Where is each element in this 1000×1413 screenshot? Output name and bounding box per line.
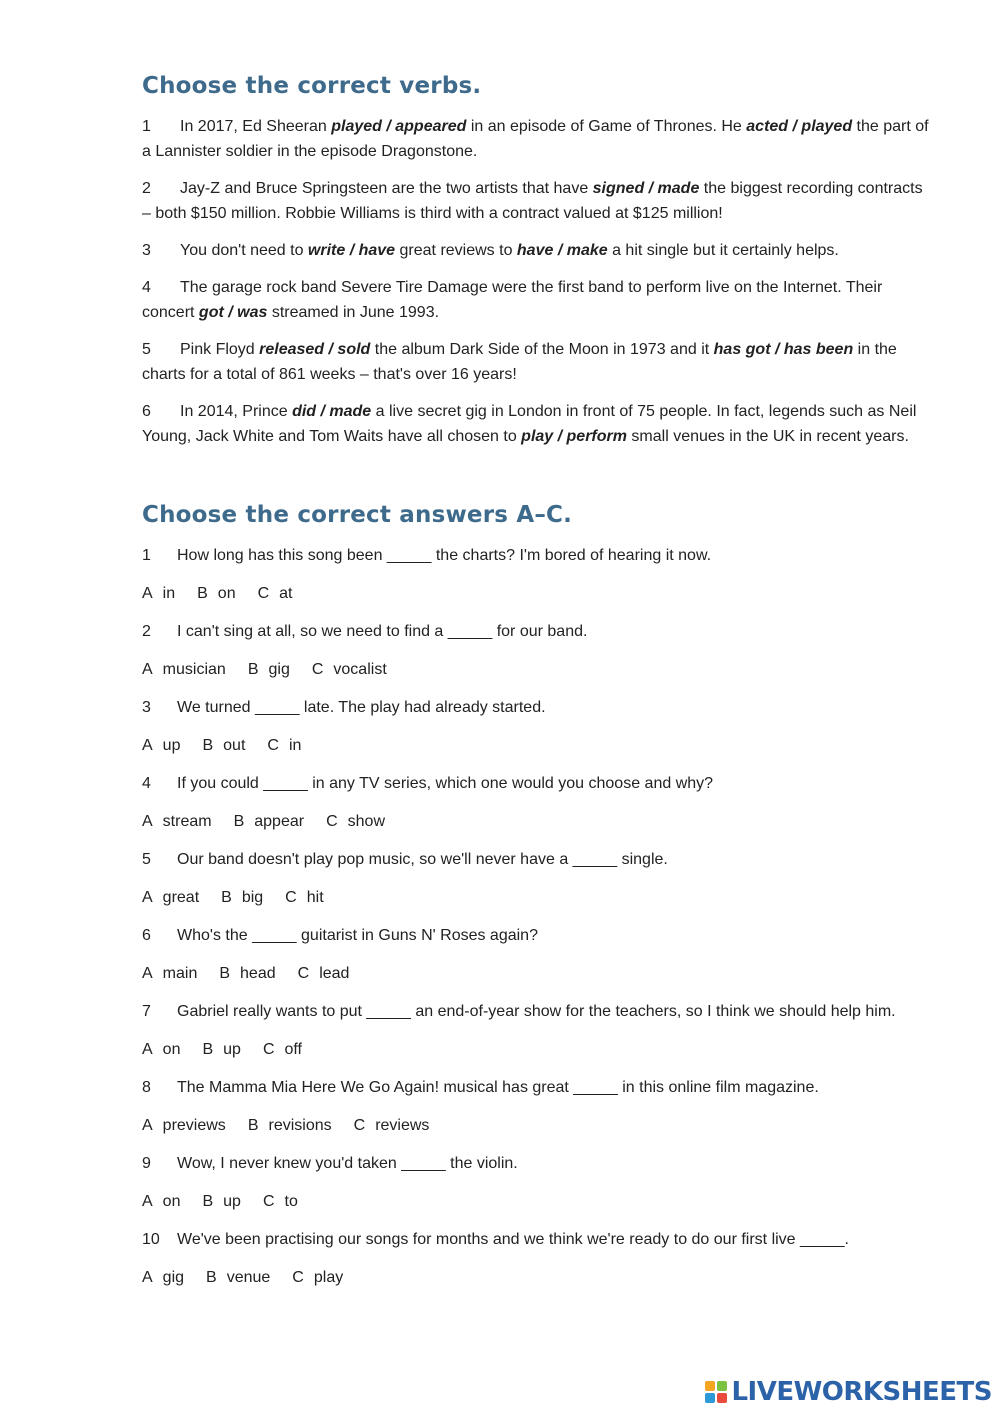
option-text: on (217, 585, 236, 602)
option-text: off (284, 1041, 302, 1058)
question-number: 10 (142, 1231, 160, 1248)
answer-options (142, 809, 932, 834)
answer-option[interactable] (263, 1193, 298, 1210)
option-letter: A (142, 1041, 153, 1058)
question-text: in the charts for a total of 861 weeks – that's over 16 years! (142, 341, 897, 383)
option-letter: B (219, 965, 231, 982)
question-number: 2 (142, 180, 151, 197)
question-number: 1 (142, 118, 151, 135)
verb-choice[interactable]: acted / played (746, 118, 853, 135)
option-letter: C (353, 1117, 366, 1134)
option-text: revisions (268, 1117, 332, 1134)
answer-options (142, 581, 932, 606)
option-text: gig (162, 1269, 185, 1286)
answer-option[interactable] (354, 1117, 430, 1134)
question-text: We've been practising our songs for months and we think we're ready to do our first live _____. (177, 1231, 849, 1248)
question-number: 1 (142, 547, 151, 564)
answer-option[interactable] (219, 965, 275, 982)
option-text: vocalist (333, 661, 387, 678)
logo-square-4 (717, 1393, 727, 1403)
logo-square-2 (717, 1381, 727, 1391)
question-text: a hit single but it certainly helps. (607, 242, 839, 259)
option-text: head (240, 965, 276, 982)
question-text: the biggest recording contracts – both $150 million. Robbie Williams is third with a contract valued at $125 million! (142, 180, 923, 222)
option-letter: A (142, 1193, 153, 1210)
answer-options (142, 1113, 932, 1138)
answer-options (142, 1037, 932, 1062)
verb-question (142, 399, 932, 449)
answer-option[interactable] (142, 661, 226, 678)
option-text: play (313, 1269, 344, 1286)
answer-option[interactable] (312, 661, 387, 678)
option-text: gig (268, 661, 290, 678)
option-letter: C (262, 1041, 275, 1058)
option-text: to (284, 1193, 298, 1210)
question-text: If you could _____ in any TV series, which one would you choose and why? (177, 775, 714, 792)
option-letter: C (267, 737, 279, 754)
question-number: 5 (142, 341, 151, 358)
question-number: 7 (142, 1003, 151, 1020)
question-number: 3 (142, 242, 151, 259)
question-text: In 2017, Ed Sheeran (180, 118, 332, 135)
verb-question (142, 176, 932, 226)
verb-choice[interactable]: has got / has been (713, 341, 854, 358)
multiple-choice-exercise (142, 543, 932, 1290)
answer-options (142, 961, 932, 986)
question-number: 3 (142, 699, 151, 716)
question-text: Gabriel really wants to put _____ an end-of-year show for the teachers, so I think we should help him. (177, 1003, 896, 1020)
verb-choice[interactable]: played / appeared (331, 118, 467, 135)
answer-option[interactable] (142, 737, 180, 754)
question-text: In 2014, Prince (180, 403, 293, 420)
question-text: in an episode of Game of Thrones. He (466, 118, 747, 135)
option-text: venue (226, 1269, 271, 1286)
mc-question (142, 1227, 932, 1252)
verb-choice[interactable]: did / made (292, 403, 372, 420)
mc-question (142, 923, 932, 948)
question-text: a live secret gig in London in front of 75 people. In fact, legends such as Neil Young, Jack White and Tom Waits have all chosen to (142, 403, 917, 445)
verb-question (142, 238, 932, 263)
option-letter: B (202, 1193, 214, 1210)
option-letter: C (285, 889, 297, 906)
option-letter: B (221, 889, 232, 906)
question-text: The Mamma Mia Here We Go Again! musical has great _____ in this online film magazine. (177, 1079, 819, 1096)
option-text: big (241, 889, 264, 906)
option-letter: A (142, 1269, 153, 1286)
answer-option[interactable] (326, 813, 385, 830)
option-text: up (223, 1193, 241, 1210)
option-letter: A (142, 813, 153, 830)
mc-question (142, 543, 932, 568)
question-text: small venues in the UK in recent years. (626, 428, 909, 445)
answer-option[interactable] (202, 1193, 240, 1210)
question-number: 4 (142, 279, 151, 296)
worksheet-page (142, 70, 932, 1303)
option-letter: B (233, 813, 245, 830)
option-text: musician (162, 661, 226, 678)
answer-option[interactable] (298, 965, 350, 982)
option-letter: A (142, 661, 153, 678)
answer-options (142, 1189, 932, 1214)
answer-option[interactable] (258, 585, 293, 602)
logo-square-1 (705, 1381, 715, 1391)
question-text: Wow, I never knew you'd taken _____ the violin. (177, 1155, 518, 1172)
answer-option[interactable] (234, 813, 305, 830)
verb-question (142, 275, 932, 325)
answer-options (142, 657, 932, 682)
question-number: 6 (142, 403, 151, 420)
question-text: The garage rock band Severe Tire Damage were the first band to perform live on the Internet. Their concert (142, 279, 883, 321)
question-text: You don't need to (180, 242, 308, 259)
answer-option[interactable] (142, 1041, 180, 1058)
verb-choice[interactable]: play / perform (521, 428, 627, 445)
answer-option[interactable] (263, 1041, 302, 1058)
question-text: Jay-Z and Bruce Springsteen are the two artists that have (180, 180, 593, 197)
option-text: out (223, 737, 246, 754)
answer-option[interactable] (248, 1117, 332, 1134)
option-letter: B (206, 1269, 217, 1286)
answer-option[interactable] (142, 1269, 184, 1286)
question-text: Who's the _____ guitarist in Guns N' Roses again? (177, 927, 538, 944)
verb-choice[interactable]: write / have (307, 242, 396, 259)
question-text: streamed in June 1993. (267, 304, 440, 321)
answer-option[interactable] (248, 661, 290, 678)
option-text: in (162, 585, 176, 602)
question-text: We turned _____ late. The play had already started. (177, 699, 546, 716)
option-text: lead (319, 965, 350, 982)
question-number: 5 (142, 851, 151, 868)
question-text: the part of a Lannister soldier in the episode Dragonstone. (142, 118, 929, 160)
option-letter: B (247, 661, 259, 678)
question-number: 8 (142, 1079, 151, 1096)
option-text: hit (306, 889, 324, 906)
verb-question (142, 337, 932, 387)
answer-option[interactable] (142, 813, 212, 830)
option-text: main (162, 965, 198, 982)
option-text: show (347, 813, 385, 830)
option-letter: B (202, 737, 214, 754)
option-text: at (279, 585, 293, 602)
logo-square-3 (705, 1393, 715, 1403)
mc-question (142, 847, 932, 872)
verb-choice[interactable]: signed / made (592, 180, 700, 197)
answer-option[interactable] (142, 1193, 180, 1210)
answer-option[interactable] (202, 737, 245, 754)
option-text: appear (254, 813, 305, 830)
verb-choice[interactable]: got / was (198, 304, 268, 321)
answer-option[interactable] (202, 1041, 240, 1058)
answer-option[interactable] (142, 1117, 226, 1134)
answer-option[interactable] (142, 965, 197, 982)
option-letter: A (142, 889, 153, 906)
mc-question (142, 619, 932, 644)
option-text: in (288, 737, 302, 754)
question-number: 4 (142, 775, 151, 792)
mc-question (142, 1151, 932, 1176)
logo-text: LIVEWORKSHEETS (731, 1377, 992, 1407)
question-text: the album Dark Side of the Moon in 1973 and it (370, 341, 714, 358)
question-number: 9 (142, 1155, 151, 1172)
mc-question (142, 1075, 932, 1100)
answer-options (142, 733, 932, 758)
question-number: 2 (142, 623, 151, 640)
answer-option[interactable] (206, 1269, 270, 1286)
option-letter: A (142, 965, 153, 982)
option-text: up (162, 737, 181, 754)
verb-choice[interactable]: released / sold (259, 341, 371, 358)
option-text: on (162, 1041, 181, 1058)
question-text: Our band doesn't play pop music, so we'll never have a _____ single. (177, 851, 668, 868)
question-text: great reviews to (395, 242, 517, 259)
option-text: reviews (375, 1117, 430, 1134)
section1-title: Choose the correct verbs. (142, 73, 482, 99)
option-letter: C (297, 965, 310, 982)
option-letter: C (262, 1193, 275, 1210)
option-letter: C (311, 661, 324, 678)
liveworksheets-logo-icon (705, 1381, 727, 1403)
answer-option[interactable] (142, 585, 175, 602)
option-text: stream (162, 813, 212, 830)
answer-option[interactable] (197, 585, 235, 602)
verbs-exercise (142, 114, 932, 449)
answer-options (142, 1265, 932, 1290)
option-letter: C (292, 1269, 304, 1286)
answer-option[interactable] (221, 889, 263, 906)
answer-option[interactable] (292, 1269, 343, 1286)
mc-question (142, 771, 932, 796)
option-text: great (162, 889, 200, 906)
option-letter: A (142, 585, 153, 602)
option-text: previews (162, 1117, 226, 1134)
answer-option[interactable] (285, 889, 323, 906)
option-letter: B (202, 1041, 214, 1058)
question-text: Pink Floyd (180, 341, 260, 358)
option-letter: C (257, 585, 270, 602)
answer-option[interactable] (142, 889, 199, 906)
liveworksheets-logo (705, 1377, 992, 1407)
mc-question (142, 695, 932, 720)
question-text: How long has this song been _____ the charts? I'm bored of hearing it now. (177, 547, 712, 564)
section2-title: Choose the correct answers A–C. (142, 502, 573, 528)
answer-option[interactable] (267, 737, 301, 754)
mc-question (142, 999, 932, 1024)
verb-choice[interactable]: have / make (516, 242, 608, 259)
verb-question (142, 114, 932, 164)
option-letter: C (326, 813, 338, 830)
option-letter: A (142, 737, 153, 754)
answer-options (142, 885, 932, 910)
option-text: on (162, 1193, 181, 1210)
option-text: up (223, 1041, 241, 1058)
question-number: 6 (142, 927, 151, 944)
option-letter: B (197, 585, 208, 602)
option-letter: A (142, 1117, 153, 1134)
question-text: I can't sing at all, so we need to find a _____ for our band. (177, 623, 588, 640)
option-letter: B (247, 1117, 259, 1134)
